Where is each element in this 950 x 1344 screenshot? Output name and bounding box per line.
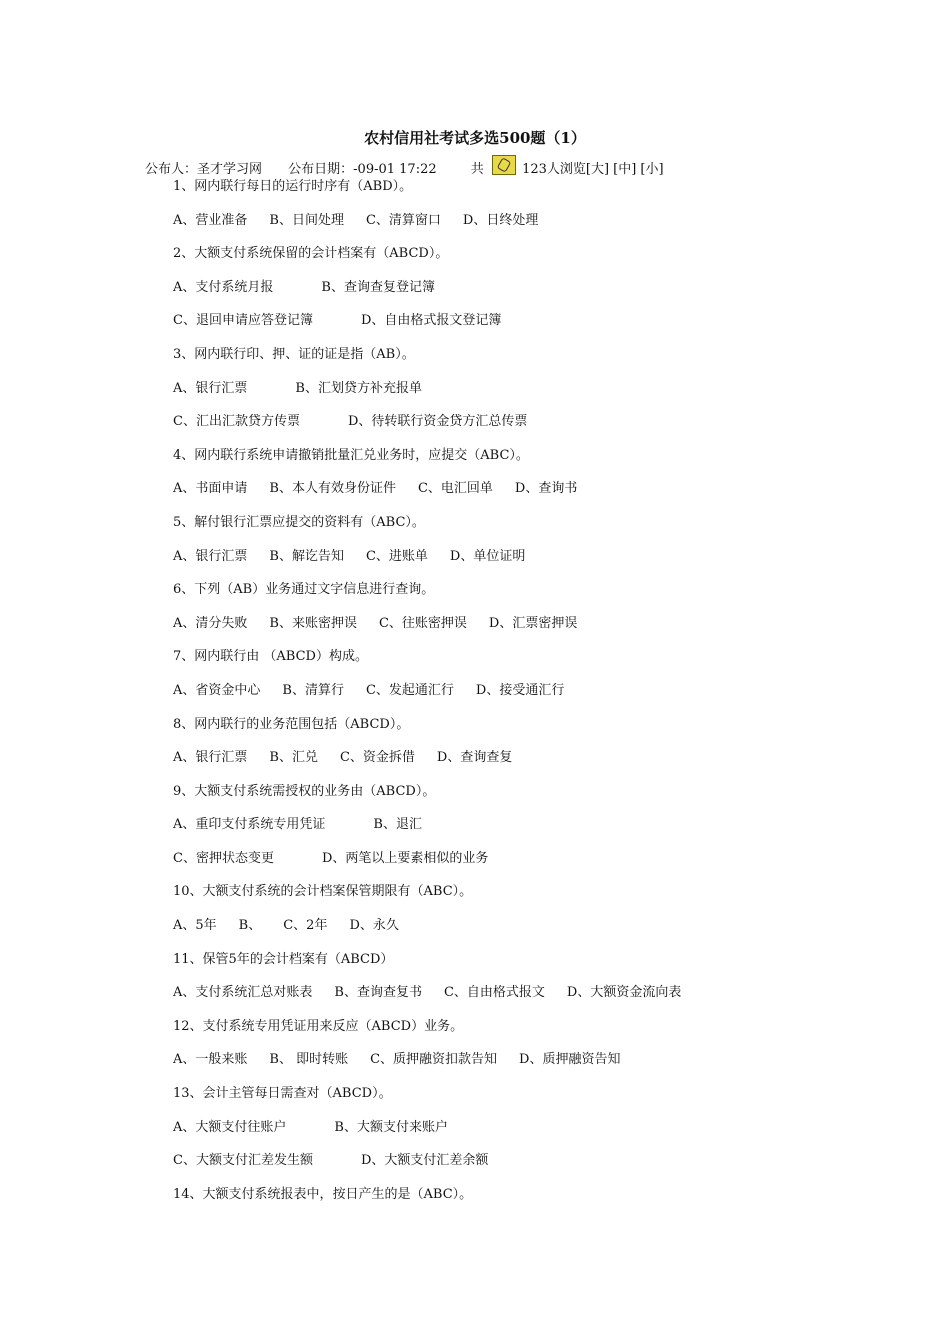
option: C、密押状态变更 [173,850,274,866]
option: D、永久 [349,918,399,934]
option: A、5年 [173,918,217,934]
option-row [173,680,681,714]
option: B、日间处理 [269,212,344,228]
views-count[interactable]: 123人浏览[大] [中] [小] [522,162,664,177]
option: D、查询书 [514,481,578,497]
option: D、待转联行资金贷方汇总传票 [347,414,528,430]
question-text: 6、下列（AB）业务通过文字信息进行查询。 [173,582,435,598]
option: D、大额支付汇差余额 [360,1153,489,1169]
option: B、清算行 [282,682,344,698]
option: C、发起通汇行 [365,682,454,698]
option-row [173,411,681,445]
option: A、大额支付往账户 [173,1119,287,1135]
option: B、汇划贷方补充报单 [295,380,422,396]
option: D、接受通汇行 [475,682,565,698]
question-text: 9、大额支付系统需授权的业务由（ABCD）。 [173,783,436,799]
option: B、查询查复书 [334,985,422,1001]
option: D、日终处理 [462,212,539,228]
option: C、2年 [283,918,328,934]
option: A、银行汇票 [173,548,248,564]
option: B、解讫告知 [269,548,344,564]
option: D、单位证明 [449,548,526,564]
question-text: 11、保管5年的会计档案有（ABCD） [173,951,394,967]
option: C、资金拆借 [339,750,415,766]
option: C、大额支付汇差发生额 [173,1153,313,1169]
option: B、退汇 [373,817,422,833]
question-text: 12、支付系统专用凭证用来反应（ABCD）业务。 [173,1018,464,1034]
option-row [173,1117,681,1151]
option: C、汇出汇款贷方传票 [173,414,300,430]
option-row [173,982,681,1016]
option: A、支付系统汇总对账表 [173,985,313,1001]
option: C、清算窗口 [365,212,441,228]
option: D、大额资金流向表 [566,985,682,1001]
option: D、汇票密押误 [488,615,578,631]
views-prefix: 共 [470,162,484,177]
question-text: 4、网内联行系统申请撤销批量汇兑业务时，应提交（ABC）。 [173,447,529,463]
option-row [173,1049,681,1083]
option: A、一般来账 [173,1052,248,1068]
option-row [173,310,681,344]
question-text: 8、网内联行的业务范围包括（ABCD）。 [173,716,410,732]
option: A、银行汇票 [173,750,248,766]
option: C、自由格式报文 [443,985,545,1001]
option-row [173,277,681,311]
option: A、支付系统月报 [173,279,274,295]
option: B、来账密押误 [269,615,357,631]
publish-date: 公布日期：-09-01 17:22 [288,162,437,177]
option-row [173,814,681,848]
option-row [173,1150,681,1184]
question-list [173,176,681,1217]
option: A、书面申请 [173,481,248,497]
option: D、查询查复 [436,750,513,766]
question-text: 3、网内联行印、押、证的证是指（AB）。 [173,346,415,362]
option: A、清分失败 [173,615,248,631]
question-text: 2、大额支付系统保留的会计档案有（ABCD）。 [173,246,449,262]
option-row [173,478,681,512]
option: B、大额支付来账户 [334,1119,448,1135]
option-row [173,915,681,949]
option: B、查询查复登记簿 [321,279,435,295]
option: B、汇兑 [269,750,318,766]
option: A、营业准备 [173,212,248,228]
option: C、往账密押误 [378,615,467,631]
question-text: 10、大额支付系统的会计档案保管期限有（ABC）。 [173,884,473,900]
option: C、进账单 [365,548,428,564]
question-text: 5、解付银行汇票应提交的资料有（ABC）。 [173,514,425,530]
option: C、退回申请应答登记簿 [173,313,313,329]
option-row [173,613,681,647]
option: D、自由格式报文登记簿 [360,313,502,329]
question-text: 7、网内联行由 （ABCD）构成。 [173,649,368,665]
publisher: 公布人：圣才学习网 [145,162,263,177]
option: A、省资金中心 [173,682,261,698]
question-text: 14、大额支付系统报表中，按日产生的是（ABC）。 [173,1186,473,1202]
option-row [173,747,681,781]
question-text: 1、网内联行每日的运行时序有（ABD）。 [173,179,413,194]
option-row [173,546,681,580]
option: C、质押融资扣款告知 [370,1052,498,1068]
option-row [173,848,681,882]
option: B、 [238,918,262,934]
book-icon [492,155,516,175]
meta-line [145,155,664,177]
option: A、重印支付系统专用凭证 [173,817,326,833]
option: D、两笔以上要素相似的业务 [321,850,489,866]
option-row [173,210,681,244]
option: D、质押融资告知 [519,1052,621,1068]
page-title: 农村信用社考试多选500题（1） [364,129,586,147]
option: C、电汇回单 [417,481,493,497]
option: A、银行汇票 [173,380,248,396]
option: B、 即时转账 [269,1052,349,1068]
option-row [173,378,681,412]
option: B、本人有效身份证件 [269,481,396,497]
question-text: 13、会计主管每日需查对（ABCD）。 [173,1086,392,1102]
